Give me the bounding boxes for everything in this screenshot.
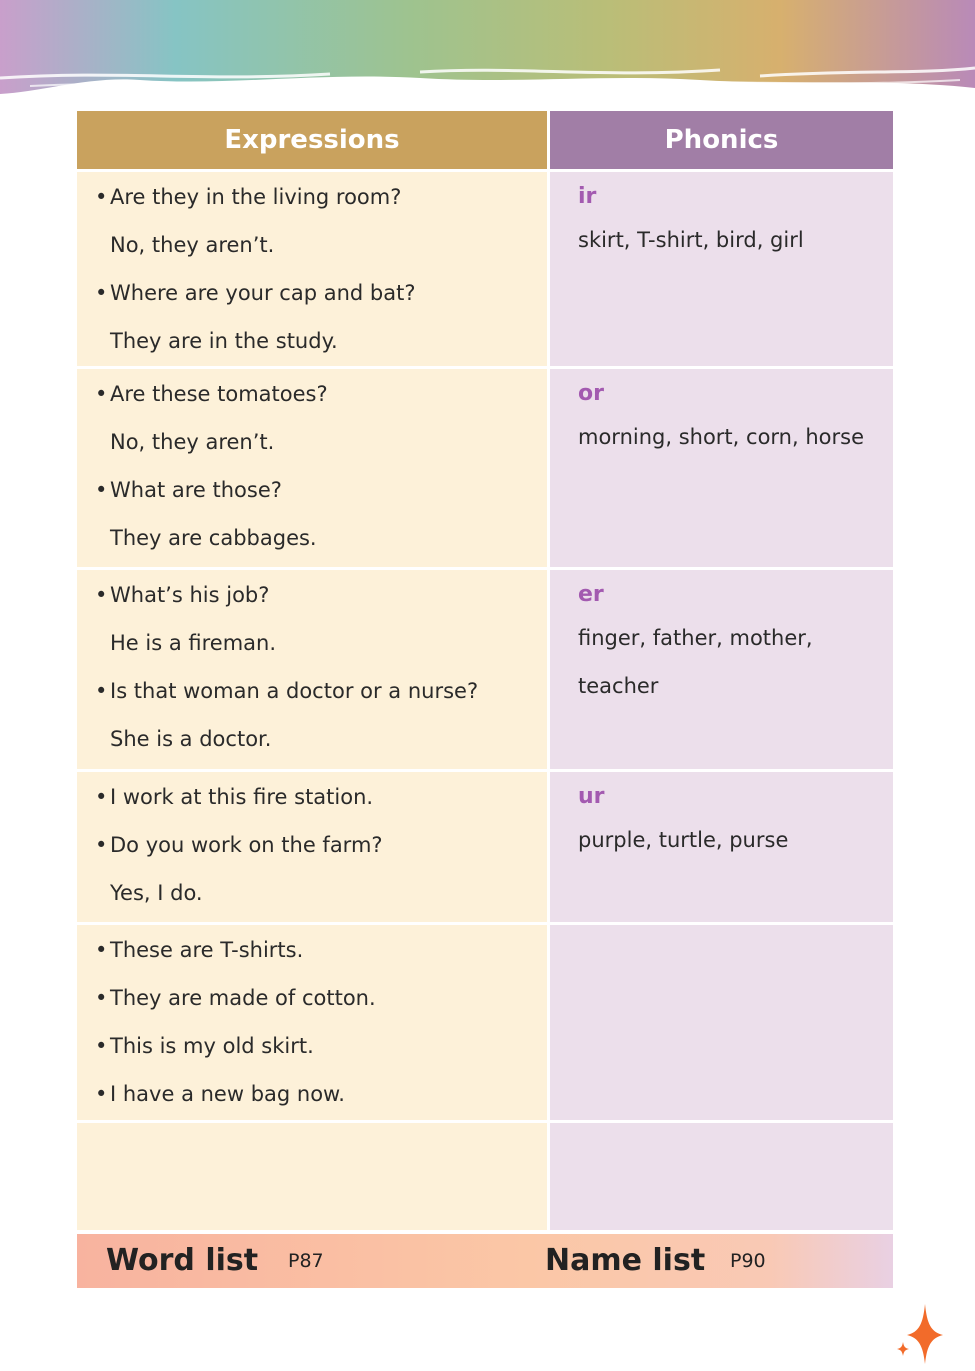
phonics-sound: ir [578,184,597,209]
expression-line: What’s his job? [110,583,270,607]
phonics-words: morning, short, corn, horse [578,425,864,449]
decorative-banner [0,0,975,110]
phonics-words: skirt, T-shirt, bird, girl [578,228,804,252]
expression-line: Where are your cap and bat? [110,281,416,305]
name-list-link[interactable]: Name list [545,1243,706,1278]
phonics-sound: ur [578,784,605,809]
word-list-link[interactable]: Word list [106,1243,259,1278]
phonics-words: teacher [578,674,659,698]
expression-line: These are T-shirts. [110,938,304,962]
phonics-words: finger, father, mother, [578,626,813,650]
phonics-cell [550,570,893,769]
expression-line: This is my old skirt. [110,1034,314,1058]
expressions-cell: • I work at this fire station. • Do you work on the farm? Yes, I do. [77,772,547,922]
expressions-cell: • Are they in the living room? No, they aren’t. • Where are your cap and bat? They are in the study. [77,172,547,366]
expression-line: Do you work on the farm? [110,833,383,857]
expression-line: Are these tomatoes? [110,382,328,406]
footer-bar [77,1234,893,1288]
phonics-sound: or [578,381,604,406]
expression-line: Is that woman a doctor or a nurse? [110,679,479,703]
expression-line: They are in the study. [110,329,338,353]
phonics-sound: er [578,582,604,607]
expressions-phonics-table [77,111,893,1230]
phonics-cell [550,925,893,1120]
expression-line: Yes, I do. [110,881,203,905]
expressions-cell-empty [77,1123,547,1230]
expression-line: Are they in the living room? [110,185,402,209]
expression-line: She is a doctor. [110,727,272,751]
word-list-page: P87 [288,1250,324,1272]
phonics-cell [550,772,893,922]
expression-line: They are made of cotton. [110,986,376,1010]
expression-line: I have a new bag now. [110,1082,345,1106]
phonics-cell-empty [550,1123,893,1230]
expression-line: What are those? [110,478,282,502]
expressions-header: Expressions [77,111,547,169]
expressions-cell: • What’s his job? He is a fireman. • Is that woman a doctor or a nurse? She is a doctor. [77,570,547,769]
name-list-page: P90 [730,1250,766,1272]
phonics-cell [550,369,893,567]
expression-line: No, they aren’t. [110,233,275,257]
expression-line: No, they aren’t. [110,430,275,454]
expression-line: I work at this fire station. [110,785,374,809]
expression-line: They are cabbages. [110,526,317,550]
expressions-cell: • These are T-shirts. • They are made of cotton. • This is my old skirt. • I have a new bag now. [77,925,547,1120]
expression-line: He is a fireman. [110,631,277,655]
sparkle-star-icon [895,1302,945,1366]
phonics-words: purple, turtle, purse [578,828,789,852]
phonics-header: Phonics [550,111,893,169]
phonics-cell [550,172,893,366]
expressions-cell: • Are these tomatoes? No, they aren’t. • What are those? They are cabbages. [77,369,547,567]
